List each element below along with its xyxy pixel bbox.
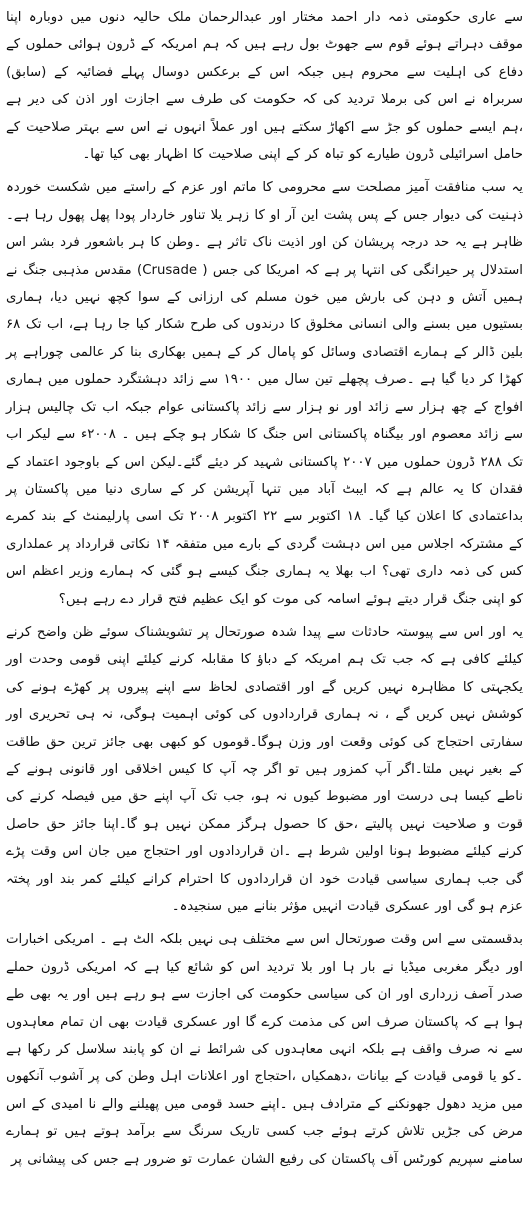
article-paragraph-1: سے عاری حکومتی ذمہ دار احمد مختار اور عبدالرحمان ملک حالیہ دنوں میں دوبارہ اپنا موقف دہراتے ہوئے قوم سے جھوٹ بول رہے ہیں کہ ہم امریکہ کے ڈرون ہوائی حملوں کے دفاع کی اہلیت سے محروم ہیں جبکہ اس کے برعکس دوسال پہلے فضائیہ کے (سابق) سربراہ نے اس کی برملا تردید کی کہ حکومت کی طرف سے اجازت اور اذن کی دیر ہے ،ہم ایسے حملوں کو جڑ سے اکھاڑ سکتے ہیں اور عملاً انہوں نے اس سے بہتر صلاحیت کے حامل اسرائیلی ڈرون طیارے کو تباہ کر کے اپنی صلاحیت کا اظہار بھی کیا تھا۔ bbox=[6, 10, 523, 163]
article-paragraph-2: یہ سب منافقت آمیز مصلحت سے محرومی کا ماتم اور عزم کے راستے میں شکست خوردہ ذہنیت کی دیوار جس کے پس پشت این آر او کا زہر یلا تناور خاردار پودا پھل پھول رہا ہے۔ظاہر ہے یہ حد درجہ پریشان کن اور اذیت ناک تاثر ہے ۔وطن کا ہر باشعور فرد بشر اس استدلال پر حیرانگی کی انتہا پر ہے کہ امریکا کی جس ( Crusade) مقدس مذہبی جنگ نے ہمیں آتش و دہن کی بارش میں خون مسلم کی ارزانی کے سوا کچھ نہیں دیا، ہماری بستیوں میں بسنے والی انسانی مخلوق کا درندوں کی طرح شکار کیا جا رہا ہے، اب تک ۶۸ بلین ڈالر کے ہمارے اقتصادی وسائل کو پامال کر کے ہمیں بھکاری بنا کر عالمی چوراہے پر کھڑا کر دیا گیا ہے ۔صرف پچھلے تین سال میں ۱۹۰۰ سے زائد دہشتگرد حملوں میں ہماری افواج کے چھ ہزار سے زائد اور نو ہزار سے زائد پاکستانی عوام جبکہ اب تک چالیس ہزار سے زائد معصوم اور بیگناہ پاکستانی اس جنگ کا شکار ہو چکے ہیں ۔ ۲۰۰۸ء سے لیکر اب تک ۲۸۸ ڈرون حملوں میں ۲۰۰۷ پاکستانی شہید کر دیئے گئے۔لیکن اس کے باوجود اعتماد کے فقدان کا یہ عالم ہے کہ ایبٹ آباد میں تنہا آپریشن کر کے ساری دنیا میں پاکستان پر بداعتمادی کا اعلان کیا گیا۔ ۱۸ اکتوبر سے ۲۲ اکتوبر ۲۰۰۸ تک اسی پارلیمنٹ کے بند کمرے کے مشترکہ اجلاس میں اس دہشت گردی کے بارے میں متفقہ ۱۴ نکاتی قرارداد پر عملداری کس کی ذمہ داری تھی؟ اب بھلا یہ ہماری جنگ کیسے ہو گئی کہ ہمارے وزیر اعظم اس کو اپنی جنگ قرار دیتے ہوئے اسامہ کی موت کو ایک عظیم فتح قرار دے رہے ہیں؟ bbox=[6, 180, 524, 607]
article-paragraph-3: یہ اور اس سے پیوستہ حادثات سے پیدا شدہ صورتحال پر تشویشناک سوئے ظن واضح کرنے کیلئے کافی ہے کہ جب تک ہم امریکہ کے دباؤ کا مقابلہ کرنے کیلئے اپنی قومی وحدت اور یکجہتی کا مظاہرہ نہیں کریں گے اور اقتصادی لحاظ سے اپنے پیروں پر کھڑے ہونے کی کوشش نہیں کریں گے ، نہ ہماری قراردادوں کی کوئی اہمیت ہوگی، نہ ہی تحریری اور سفارتی احتجاج کی کوئی وقعت اور وزن ہوگا۔قوموں کو کبھی بھی جائز ترین حق طاقت کے بغیر نہیں ملتا۔اگر آپ کمزور ہیں تو اگر چہ آپ کا کیس اخلاقی اور قانونی ہونے کے ناطے کیسا ہی درست اور مضبوط کیوں نہ ہو، جب تک آپ اپنے حق میں فیصلہ کرنے کی قوت و صلاحیت نہیں پالیتے ،حق کا حصول ہرگز ممکن نہیں ہو گا۔اپنا جائز حق حاصل کرنے کیلئے مضبوط ہونا اولین شرط ہے ۔ان قراردادوں اور احتجاج میں جان اس وقت پڑے گی جب ہماری سیاسی قیادت خود ان قراردادوں کا احترام کرانے کیلئے کمر بند اور پختہ عزم ہو گی اور عسکری قیادت انہیں مؤثر بنانے میں سنجیدہ۔ bbox=[6, 624, 523, 914]
article-paragraph-4: بدقسمتی سے اس وقت صورتحال اس سے مختلف ہی نہیں بلکہ الٹ ہے ۔ امریکی اخبارات اور دیگر مغربی میڈیا نے بار ہا اور بلا تردید اس کو شائع کیا ہے کہ امریکی ڈرون حملے صدر آصف زرداری اور ان کی سیاسی حکومت کی اجازت سے ہو رہے ہیں اور یہ بھی طے ہوا ہے کہ پاکستان صرف اس کی مذمت کرے گا اور عسکری قیادت بھی ان تمام معاہدوں سے نہ صرف واقف ہے بلکہ انہی معاہدوں کی شرائط نے ان کو پابند سلاسل کر رکھا ہے ۔کو یا قومی قیادت کے بیانات ،دھمکیاں ،احتجاج اور اعلانات اہل وطن کی پر آشوب آنکھوں میں مزید دھول جھونکنے کے مترادف ہیں ۔اپنے حسد قومی میں پھیلنے والے نا امیدی کے اس مرض کی جڑیں تلاش کرتے ہوئے جب کسی تاریک سرنگ سے برآمد ہوتے ہیں تو ہمارے سامنے سپریم کورٹس آف پاکستان کی رفیع الشان عمارت تو ضرور ہے جس کی پیشانی پر bbox=[6, 932, 523, 1167]
